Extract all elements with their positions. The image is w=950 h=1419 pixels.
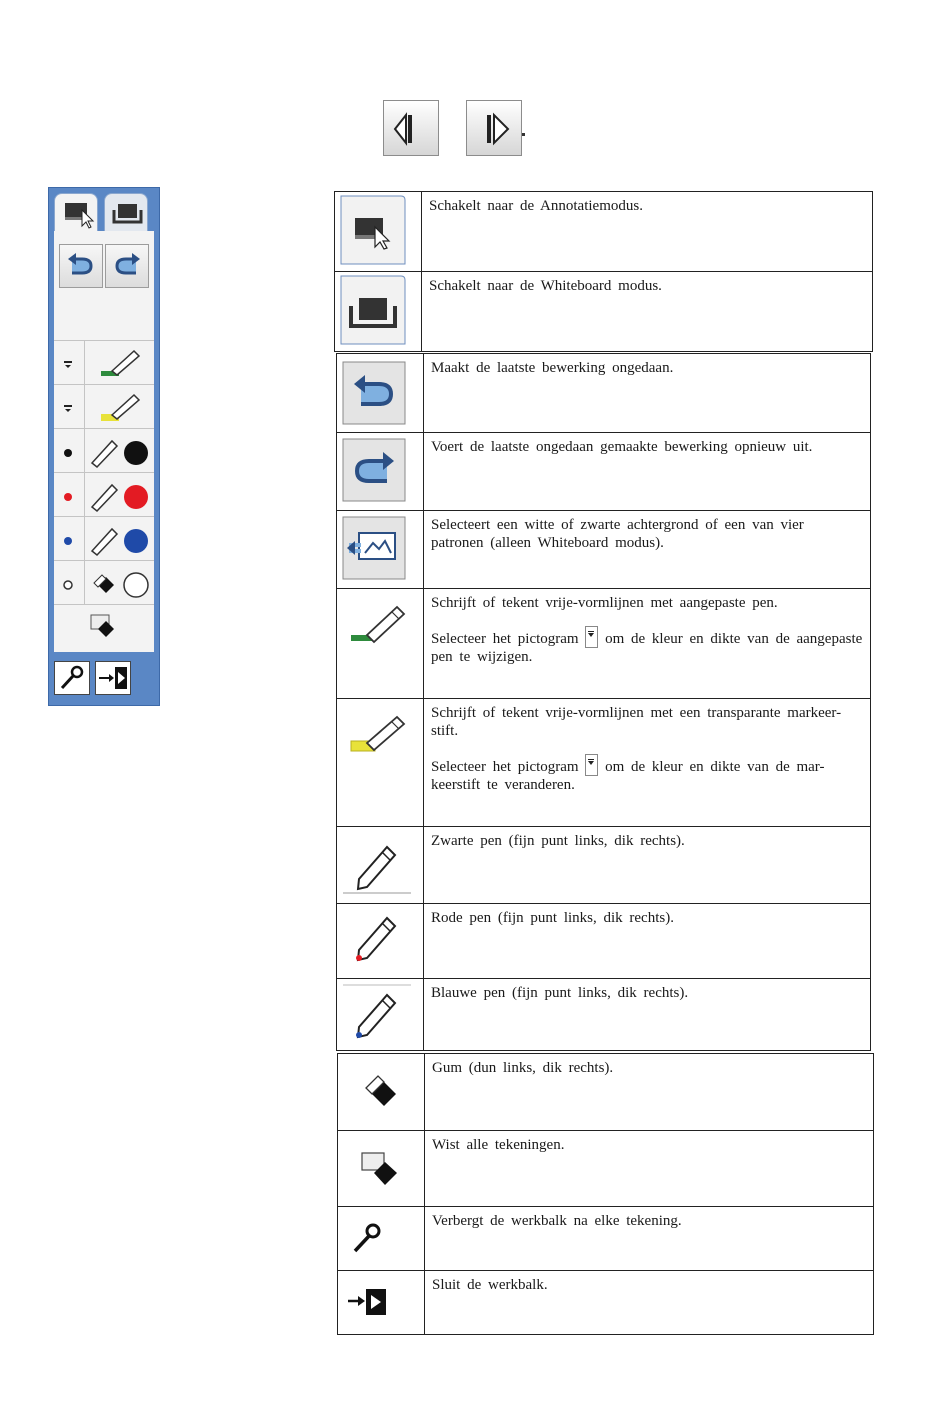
custom-pen-icon: [54, 341, 154, 385]
highlighter-icon: [337, 699, 423, 827]
table-row: [337, 979, 871, 1051]
icon-cell: [337, 827, 424, 904]
tools-table: [336, 353, 871, 1051]
row-divider: [84, 341, 85, 385]
eraser-icon: [338, 1054, 424, 1131]
table-row: [337, 904, 871, 979]
icon-cell: [337, 433, 424, 511]
description-cell: [425, 1271, 874, 1335]
table-row: [338, 1271, 874, 1335]
select-text-after: om de kleur en dikte van de mar-keerstift te veranderen.: [431, 759, 825, 793]
select-text-before: Selecteer het pictogram: [431, 631, 579, 647]
table-row: [337, 699, 871, 827]
description-cell: [424, 433, 871, 511]
table-row: [337, 511, 871, 589]
description-text: Schakelt naar de Whiteboard modus.: [429, 278, 662, 294]
annotation-mode-icon: [55, 194, 99, 230]
blue-pen-icon: [337, 979, 423, 1051]
black-pen-icon: [54, 429, 154, 473]
toolbar-row-eraser[interactable]: [54, 560, 154, 604]
clear-all-icon: [54, 605, 154, 649]
toolbar-row-black-pen[interactable]: [54, 428, 154, 472]
description-cell: [425, 1054, 874, 1131]
row-divider: [84, 561, 85, 605]
eraser-icon: [54, 561, 154, 605]
icon-cell: [335, 272, 422, 352]
icon-cell: [338, 1271, 425, 1335]
mode-table: [334, 191, 873, 352]
close-toolbar-icon: [96, 662, 130, 694]
description-text: Verbergt de werkbalk na elke tekening.: [432, 1213, 682, 1229]
description-text: Wist alle tekeningen.: [432, 1137, 565, 1153]
description-cell: [424, 904, 871, 979]
description-text: Sluit de werkbalk.: [432, 1277, 548, 1293]
icon-cell: [338, 1207, 425, 1271]
redo-icon: [106, 245, 148, 287]
icon-cell: [337, 511, 424, 589]
blue-pen-icon: [54, 517, 154, 561]
table-row: [337, 354, 871, 433]
period-mark: [522, 133, 525, 136]
description-cell: [422, 192, 873, 272]
table-row: [335, 192, 873, 272]
table-row: [335, 272, 873, 352]
row-divider: [84, 385, 85, 429]
misc-table: [337, 1053, 874, 1335]
background-pattern-icon: [337, 511, 423, 589]
pin-button[interactable]: [54, 661, 90, 695]
custom-pen-icon: [337, 589, 423, 699]
description-text: Blauwe pen (fijn punt links, dik rechts).: [431, 985, 689, 1001]
description-text-select: [431, 626, 863, 666]
highlighter-icon: [54, 385, 154, 429]
previous-page-button[interactable]: [383, 100, 439, 156]
tab-annotation-mode[interactable]: [54, 193, 98, 231]
close-toolbar-icon: [338, 1271, 424, 1335]
description-text: Schrijft of tekent vrije-vormlijnen met aangepaste pen.: [431, 595, 778, 611]
description-cell: [424, 827, 871, 904]
undo-icon: [60, 245, 102, 287]
description-text: Schakelt naar de Annotatiemodus.: [429, 198, 643, 214]
description-text: Maakt de laatste bewerking ongedaan.: [431, 360, 674, 376]
description-text: Rode pen (fijn punt links, dik rechts).: [431, 910, 674, 926]
icon-cell: [337, 979, 424, 1051]
pin-icon: [338, 1207, 424, 1271]
row-divider: [84, 473, 85, 517]
description-cell: [424, 699, 871, 827]
table-row: [338, 1131, 874, 1207]
arrow-left-icon: [384, 101, 440, 157]
description-cell: [424, 354, 871, 433]
description-cell: [425, 1207, 874, 1271]
icon-cell: [335, 192, 422, 272]
row-divider: [84, 517, 85, 561]
toolbar-row-clear-all[interactable]: [54, 604, 154, 648]
toolbar-row-red-pen[interactable]: [54, 472, 154, 516]
red-pen-icon: [337, 904, 423, 979]
table-row: [337, 433, 871, 511]
description-cell: [425, 1131, 874, 1207]
red-pen-icon: [54, 473, 154, 517]
dropdown-icon: [585, 626, 598, 648]
toolbar-row-blue-pen[interactable]: [54, 516, 154, 560]
annotation-toolbar: [48, 187, 160, 706]
undo-icon: [337, 354, 423, 432]
icon-cell: [337, 699, 424, 827]
table-row: [338, 1054, 874, 1131]
description-cell: [424, 589, 871, 699]
table-row: [337, 827, 871, 904]
table-row: [337, 589, 871, 699]
clear-all-icon: [338, 1131, 424, 1207]
tab-whiteboard-mode[interactable]: [104, 193, 148, 231]
table-row: [338, 1207, 874, 1271]
select-text-before: Selecteer het pictogram: [431, 759, 579, 775]
close-toolbar-button[interactable]: [95, 661, 131, 695]
redo-button[interactable]: [105, 244, 149, 288]
icon-cell: [337, 904, 424, 979]
description-cell: [424, 979, 871, 1051]
select-text-after: om de kleur en dikte van de aangepaste pen te wijzigen.: [431, 631, 863, 665]
redo-icon: [337, 433, 423, 511]
arrow-right-icon: [467, 101, 523, 157]
icon-cell: [337, 354, 424, 433]
black-pen-icon: [337, 827, 423, 904]
icon-cell: [337, 589, 424, 699]
toolbar-row-highlighter[interactable]: [54, 384, 154, 428]
icon-cell: [338, 1131, 425, 1207]
next-page-button[interactable]: [466, 100, 522, 156]
description-text: Selecteert een witte of zwarte achtergrond of een van vier patronen (alleen Whiteboard modus).: [431, 517, 804, 551]
description-text: Gum (dun links, dik rechts).: [432, 1060, 614, 1076]
whiteboard-mode-icon: [335, 272, 421, 352]
annotation-mode-icon: [335, 192, 421, 272]
description-text: Zwarte pen (fijn punt links, dik rechts).: [431, 833, 685, 849]
dropdown-icon: [585, 754, 598, 776]
description-text: Voert de laatste ongedaan gemaakte bewerking opnieuw uit.: [431, 439, 813, 455]
whiteboard-mode-icon: [105, 194, 149, 230]
row-divider: [84, 429, 85, 473]
icon-cell: [338, 1054, 425, 1131]
description-text: Schrijft of tekent vrije-vormlijnen met een transparante markeer-stift.: [431, 705, 842, 739]
toolbar-row-custom-pen[interactable]: [54, 340, 154, 384]
description-cell: [424, 511, 871, 589]
description-cell: [422, 272, 873, 352]
description-text-select: [431, 754, 863, 794]
undo-button[interactable]: [59, 244, 103, 288]
pin-icon: [55, 662, 89, 694]
